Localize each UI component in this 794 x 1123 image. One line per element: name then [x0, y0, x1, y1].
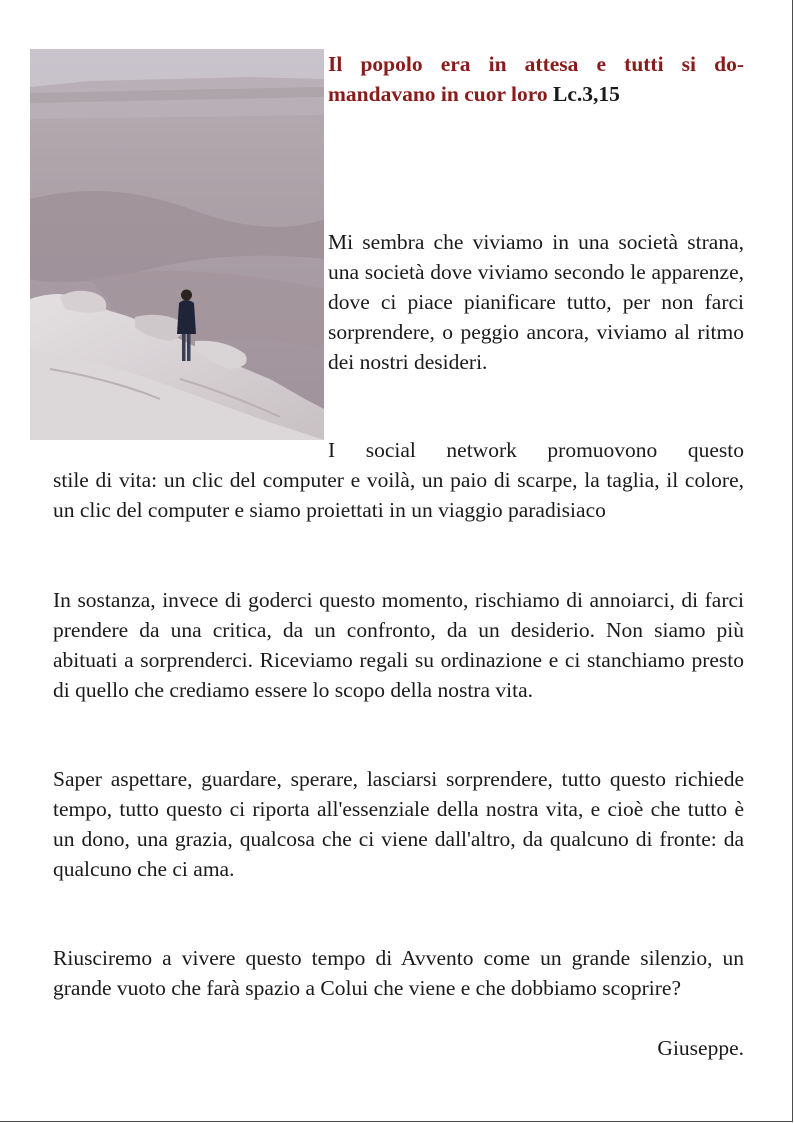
paragraph-1: Mi sembra che viviamo in una società strana, una società dove viviamo secondo le apparenze, dove ci piace pianificare tutto, per non farci sorprendere, o peggio ancora, viviamo al ritmo dei nostri desideri. [328, 230, 744, 374]
desert-photo [30, 49, 324, 440]
paragraph-3: In sostanza, invece di goderci questo momento, rischiamo di annoiarci, di farci prendere da una critica, da un confronto, da un desiderio. Non siamo più abituati a sorprenderci. Riceviamo regali su ordinazione e ci stanchiamo presto di quello che crediamo essere lo scopo della nostra vita. [53, 588, 744, 702]
page-title: Il popolo era in attesa e tutti si do-mandavano in cuor loro Lc.3,15 [328, 52, 744, 106]
bible-reference: Lc.3,15 [553, 82, 620, 106]
paragraph-2 [53, 435, 744, 525]
signature: Giuseppe. [657, 1036, 744, 1060]
paragraph-2-rest: stile di vita: un clic del computer e voilà, un paio di scarpe, la taglia, il colore, un clic del computer e siamo proiettati in un viaggio paradisiaco [53, 468, 744, 522]
paragraph-4: Saper aspettare, guardare, sperare, lasciarsi sorprendere, tutto questo richiede tempo, tutto questo ci riporta all'essenziale della nostra vita, e cioè che tutto è un dono, una grazia, qualcosa che ci viene dall'altro, da qualcuno di fronte: da qualcuno che ci ama. [53, 767, 744, 881]
paragraph-5: Riusciremo a vivere questo tempo di Avvento come un grande silenzio, un grande vuoto che farà spazio a Colui che viene e che dobbiamo scoprire? [53, 946, 744, 1000]
paragraph-2-first-line: I social network promuovono questo [328, 438, 744, 462]
